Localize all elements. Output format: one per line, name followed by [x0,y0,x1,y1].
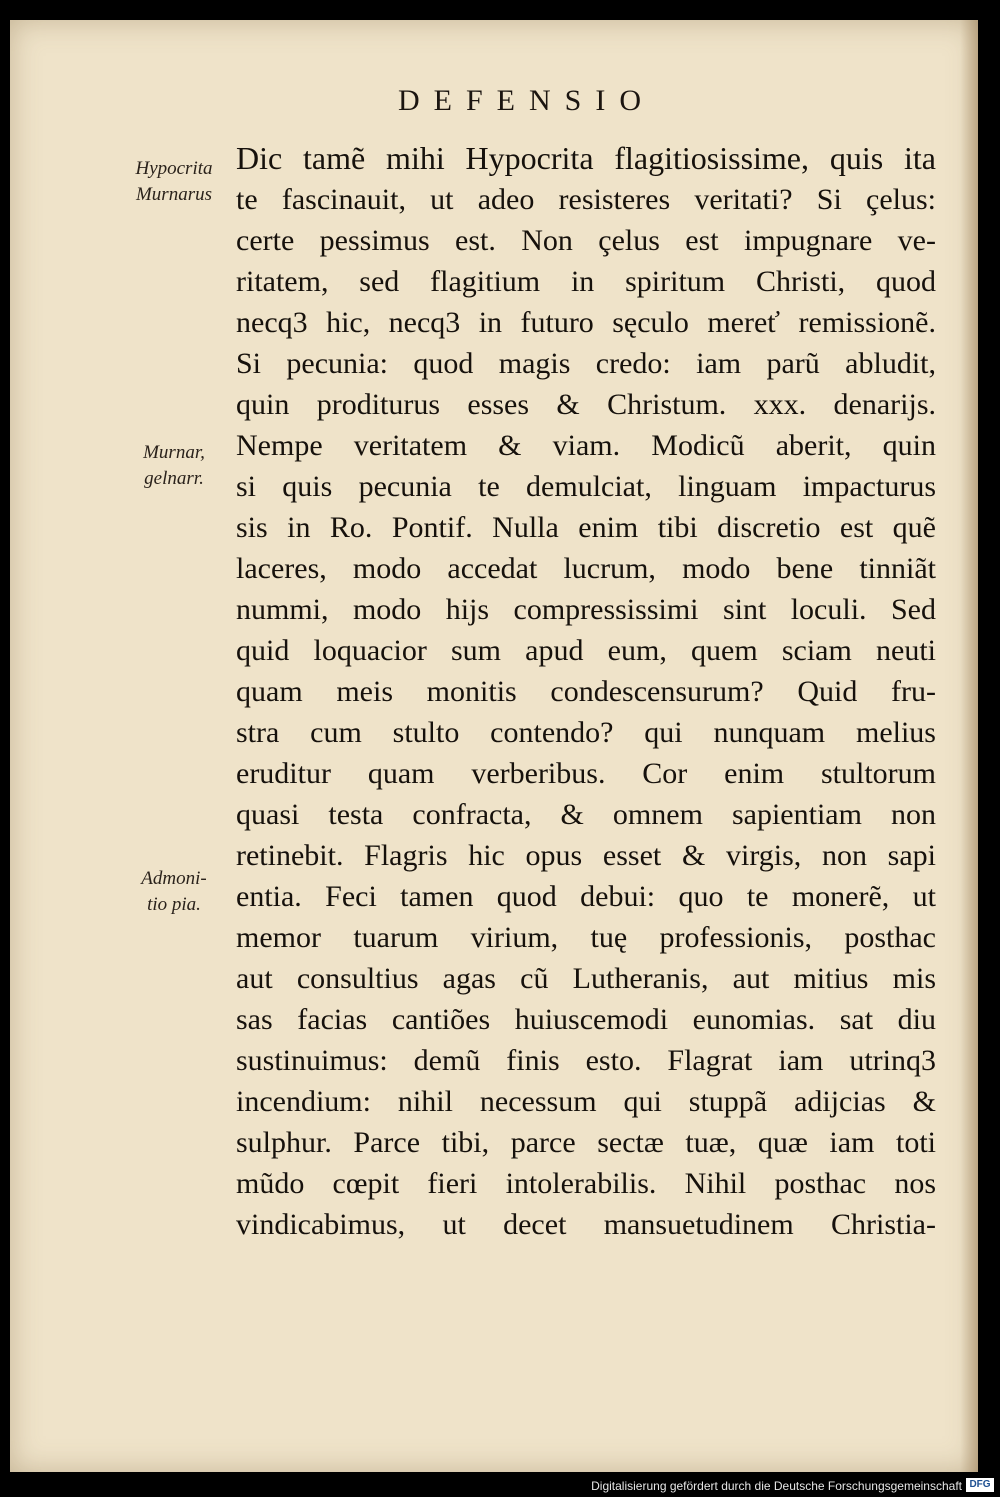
marginal-note-line: gelnarr. [144,468,204,489]
text-line: incendium: nihil necessum qui stuppã adijcias & [236,1085,936,1118]
text-line: quasi testa confracta, & omnem sapientiam non [236,798,936,831]
text-line: certe pessimus est. Non çelus est impugnare ve- [236,224,936,257]
book-page [10,20,978,1472]
text-line: aut consultius agas cũ Lutheranis, aut mitius mis [236,962,936,995]
text-line: Nempe veritatem & viam. Modicũ aberit, quin [236,429,936,462]
marginal-note [118,866,230,918]
text-line: quin proditurus esses & Christum. xxx. denarijs. [236,388,936,421]
text-line: laceres, modo accedat lucrum, modo bene tinniãt [236,552,936,585]
text-line: Dic tamẽ mihi Hypocrita flagitiosissime, quis ita [236,140,936,176]
marginal-note-line: Hypocrita [135,158,213,179]
text-line: mũdo cœpit fieri intolerabilis. Nihil posthac nos [236,1167,936,1200]
text-line: nummi, modo hijs compressissimi sint loculi. Sed [236,593,936,626]
text-line: te fascinauit, ut adeo resisteres veritati? Si çelus: [236,183,936,216]
text-line: sustinuimus: demũ finis esto. Flagrat iam utrinq3 [236,1044,936,1077]
text-line: sas facias cantiões huiuscemodi eunomias. sat diu [236,1003,936,1036]
running-head: DEFENSIO [398,84,656,117]
marginal-note-line: Murnar, [143,442,205,463]
dfg-logo: DFG [966,1478,994,1492]
text-line: quam meis monitis condescensurum? Quid fru- [236,675,936,708]
marginal-note [118,156,230,208]
digitization-credit: Digitalisierung gefördert durch die Deutsche Forschungsgemeinschaft [591,1479,962,1493]
main-text-block [236,138,936,1245]
text-line: memor tuarum virium, tuę professionis, posthac [236,921,936,954]
text-line: quid loquacior sum apud eum, quem sciam neuti [236,634,936,667]
text-line: Si pecunia: quod magis credo: iam parũ abludit, [236,347,936,380]
text-line: sulphur. Parce tibi, parce sectæ tuæ, quæ iam toti [236,1126,936,1159]
text-line: necq3 hic, necq3 in futuro sęculo mereť remissionẽ. [236,306,936,339]
text-line: eruditur quam verberibus. Cor enim stultorum [236,757,936,790]
marginal-note [118,440,230,492]
text-line: ritatem, sed flagitium in spiritum Christi, quod [236,265,936,298]
text-line: si quis pecunia te demulciat, linguam impacturus [236,470,936,503]
marginal-note-line: Murnarus [135,184,212,205]
marginal-note-line: Admoni- [141,868,207,889]
text-line: sis in Ro. Pontif. Nulla enim tibi discretio est quẽ [236,511,936,544]
text-line: vindicabimus, ut decet mansuetudinem Christia- [236,1208,936,1241]
text-line: entia. Feci tamen quod debui: quo te monerẽ, ut [236,880,936,913]
text-line: stra cum stulto contendo? qui nunquam melius [236,716,936,749]
text-line: retinebit. Flagris hic opus esset & virgis, non sapi [236,839,936,872]
page-edge-shadow [960,20,978,1472]
marginal-note-line: tio pia. [147,894,201,915]
